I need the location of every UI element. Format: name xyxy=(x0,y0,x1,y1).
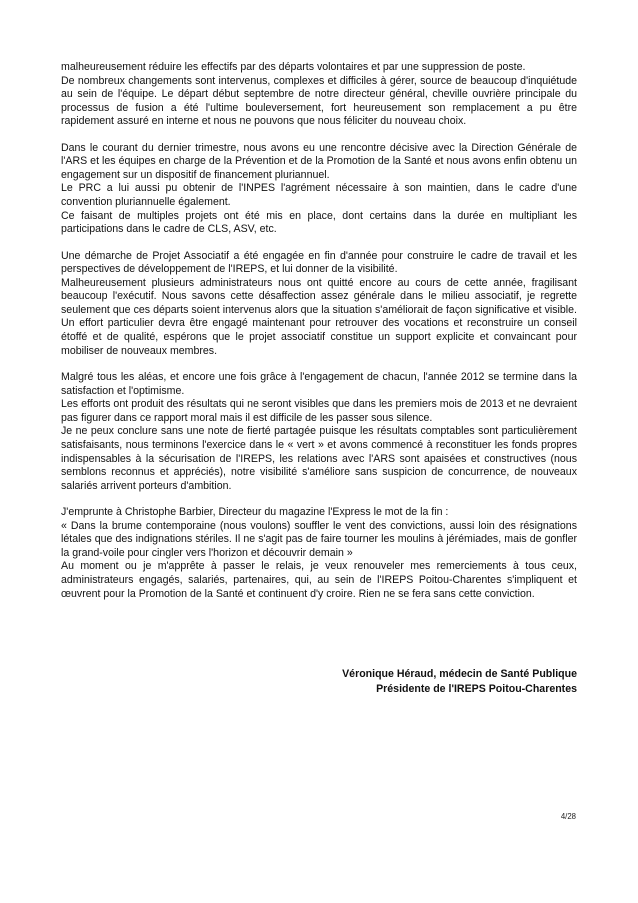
paragraph-line: Les efforts ont produit des résultats qui ne seront visibles que dans les premiers mois de 2013 et ne devraient pas figurer dans ce rapport moral mais il est difficile de les passer sous silence. xyxy=(61,398,577,424)
document-body xyxy=(61,61,577,614)
paragraph-line: Le PRC a lui aussi pu obtenir de l'INPES l'agrément nécessaire à son maintien, dans le cadre d'une convention pluriannuelle également. xyxy=(61,182,577,209)
paragraph-line: Dans le courant du dernier trimestre, nous avons eu une rencontre décisive avec la Direction Générale de l'ARS et les équipes en charge de la Prévention et de la Promotion de la Santé et nous avons enfin obtenu un engagement sur un dispositif de financement pluriannuel. xyxy=(61,141,577,181)
paragraph-ars xyxy=(61,142,577,237)
paragraph-line: Je ne peux conclure sans une note de fierté partagée puisque les résultats comptables sont particulièrement satisfaisants, nous terminons l'exercice dans le « vert » et avons commencé à reconstituer les fonds propres indispensables à la sécurisation de l'IREPS, les relations avec l'ARS sont apaisées et constructives (nous semblons reconnus et appréciés), notre visibilité s'améliore sans suspicion de concurrence, de nouveaux salariés arrivent porteurs d'ambition. xyxy=(61,425,577,492)
paragraph-line: J'emprunte à Christophe Barbier, Directeur du magazine l'Express le mot de la fin : xyxy=(61,505,449,518)
paragraph-line: De nombreux changements sont intervenus, complexes et difficiles à gérer, source de beaucoup d'inquiétude au sein de l'équipe. Le départ début septembre de notre directeur général, cheville ouvrière principale du processus de fusion a été l'ultime bouleversement, fort heureusement son remplacement a pu être rapidement assuré en interne et nous ne pouvons que nous féliciter du nouveau choix. xyxy=(61,74,577,128)
signature-title: Présidente de l'IREPS Poitou-Charentes xyxy=(376,682,577,695)
paragraph-associative-project xyxy=(61,250,577,359)
paragraph-conclusion xyxy=(61,506,577,601)
paragraph-staffing xyxy=(61,61,577,129)
paragraph-line: Une démarche de Projet Associatif a été engagée en fin d'année pour construire le cadre de travail et les perspectives de développement de l'IREPS, et lui donner de la visibilité. xyxy=(61,249,577,276)
paragraph-line: Au moment ou je m'apprête à passer le relais, je veux renouveler mes remerciements à tous ceux, administrateurs engagés, salariés, partenaires, qui, au sein de l'IREPS Poitou-Charentes s'impliquent et œuvrent pour la Promotion de la Santé et continuent d'y croire. Rien ne se fera sans cette conviction. xyxy=(61,560,577,600)
signature-name: Véronique Héraud, médecin de Santé Publique xyxy=(342,668,577,680)
paragraph-line: Ce faisant de multiples projets ont été mis en place, dont certains dans la durée en multipliant les participations dans le cadre de CLS, ASV, etc. xyxy=(61,209,577,236)
paragraph-line: Malheureusement plusieurs administrateurs nous ont quitté encore au cours de cette année, fragilisant beaucoup l'exécutif. Nous savons cette désaffection assez générale dans le milieu associatif, je regrette seulement que ces départs soient intervenus alors que la situation s'améliorait de façon significative et visible. Un effort particulier devra être engagé maintenant pour retrouver des vocations et reconstruire un conseil étoffé et de qualité, espérons que le projet associatif constitue un support explicite et convaincant pour mobiliser de nouveaux membres. xyxy=(61,276,577,357)
paragraph-line: malheureusement réduire les effectifs par des départs volontaires et par une suppression de poste. xyxy=(61,61,526,73)
page-number: 4/28 xyxy=(560,812,576,821)
signature-block xyxy=(61,667,577,696)
paragraph-results xyxy=(61,371,577,493)
paragraph-line: Malgré tous les aléas, et encore une fois grâce à l'engagement de chacun, l'année 2012 se termine dans la satisfaction et l'optimisme. xyxy=(61,370,577,397)
quote-line: « Dans la brume contemporaine (nous voulons) souffler le vent des convictions, aussi loin des résignations létales que des indignations stériles. Il ne s'agit pas de faire tourner les moulins à jérémiades, mais de gonfler la grand-voile pour cingler vers l'horizon et découvrir demain » xyxy=(61,519,577,559)
